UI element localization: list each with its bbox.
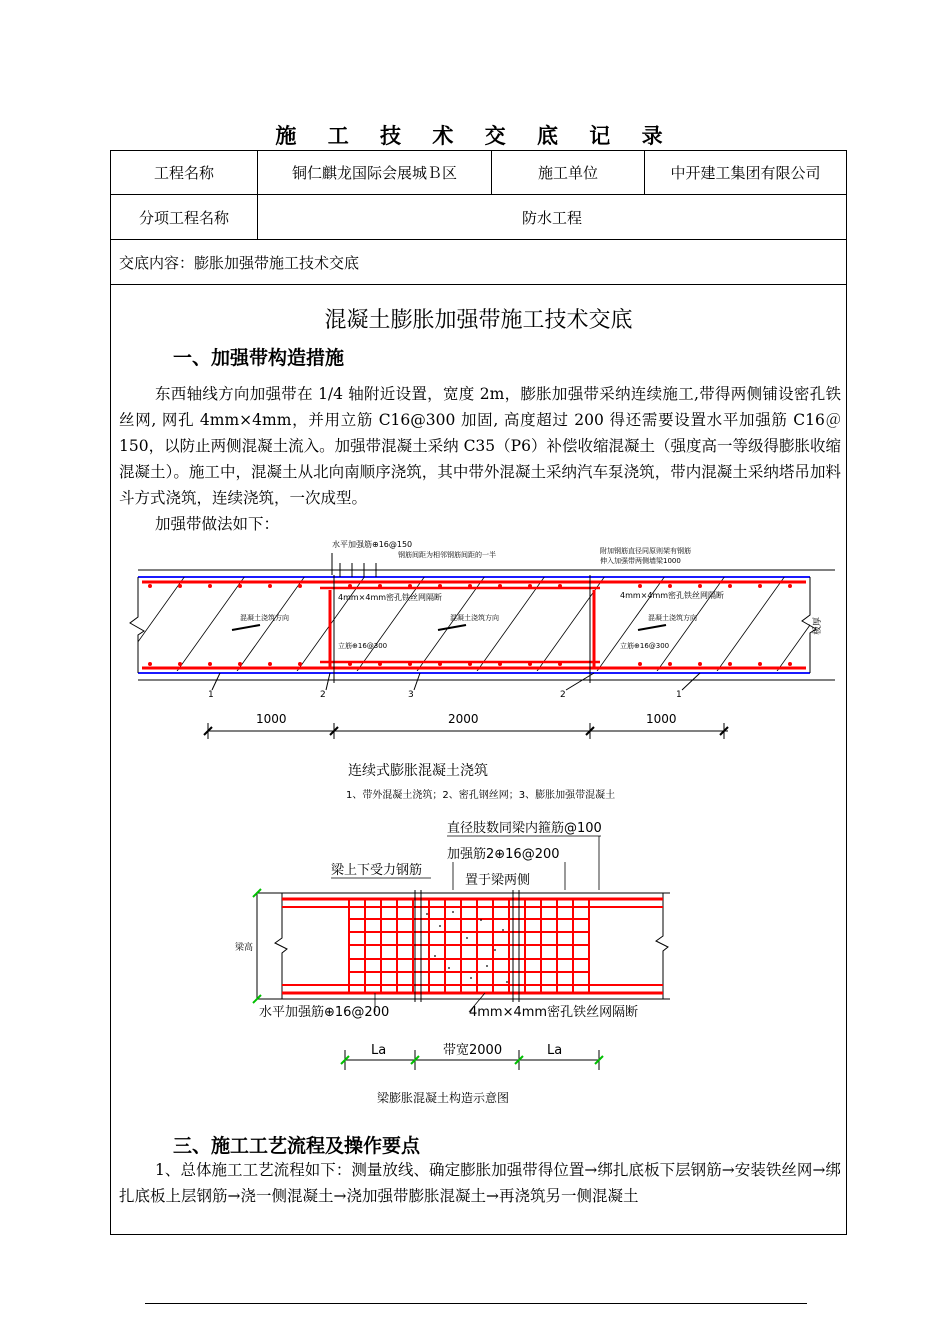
fig1-spacing-note: 钢筋间距为相邻钢筋间距的一半 bbox=[398, 551, 496, 559]
fig2-mesh-label: 4mm×4mm密孔铁丝网隔断 bbox=[469, 1005, 639, 1020]
fig1-num2b: 2 bbox=[560, 690, 566, 700]
section3-paragraph: 1、总体施工工艺流程如下：测量放线、确定膨胀加强带得位置→绑扎底板下层钢筋→安装铁丝网→绑扎底板上层钢筋→浇一侧混凝土→浇加强带膨胀混凝土→再浇筑另一侧混凝土 bbox=[119, 1161, 841, 1205]
fig1-dim-left: 1000 bbox=[256, 712, 287, 726]
fig1-num3: 3 bbox=[408, 690, 414, 700]
fig2-band-width: 带宽2000 bbox=[443, 1043, 503, 1058]
fig1-dir-right: 混凝土浇筑方向 bbox=[648, 614, 697, 622]
fig1-stirrup-right: 立筋⊕16@300 bbox=[620, 642, 670, 650]
fig2-la-right: La bbox=[547, 1043, 563, 1058]
project-value: 铜仁麒龙国际会展城Ｂ区 bbox=[258, 151, 492, 195]
fig1-num1b: 1 bbox=[676, 690, 682, 700]
fig1-extra-note1: 附加钢筋直径同原则架有钢筋 bbox=[600, 547, 691, 555]
fig1-dir-mid: 混凝土浇筑方向 bbox=[450, 614, 499, 622]
unit-label: 施工单位 bbox=[492, 151, 645, 195]
fig1-top-rebar-label: 水平加强筋⊕16@150 bbox=[332, 540, 413, 549]
fig1-caption: 连续式膨胀混凝土浇筑 bbox=[348, 763, 488, 779]
fig1-dim-right: 1000 bbox=[646, 712, 677, 726]
fig2-caption: 梁膨胀混凝土构造示意图 bbox=[377, 1091, 510, 1105]
fig1-extra-note2: 伸入加强带两侧墙梁1000 bbox=[600, 557, 681, 565]
fig1-dim-mid: 2000 bbox=[448, 712, 479, 726]
fig1-stirrup-left: 立筋⊕16@300 bbox=[338, 642, 388, 650]
doc-title: 混凝土膨胀加强带施工技术交底 bbox=[324, 308, 633, 333]
footer-rule bbox=[145, 1303, 807, 1304]
fig1-subcaption: 1、带外混凝土浇筑；2、密孔钢丝网；3、膨胀加强带混凝土 bbox=[346, 790, 616, 801]
unit-value: 中开建工集团有限公司 bbox=[645, 151, 847, 195]
figure-continuous-band bbox=[120, 535, 840, 810]
section1-paragraph: 东西轴线方向加强带在 1/4 轴附近设置，宽度 2m，膨胀加强带采纳连续施工,带得两侧铺设密孔铁丝网, 网孔 4mm×4mm，并用立筋 C16@300 加固, 高度超过 200 得还需要设置水平加强筋 C16＠150，以防止两侧混凝土流入。加强带混凝土采纳 C35（P6）补偿收缩混凝土（强度高一等级得膨胀收缩混凝土）。施工中，混凝土从北向南顺序浇筑，其中带外混凝土采纳汽车泵浇筑，带内混凝土采纳塔吊加料斗方式浇筑，连续浇筑，一次成型。 bbox=[119, 385, 841, 507]
fig2-la-left: La bbox=[371, 1043, 387, 1058]
page-title: 施 工 技 术 交 底 记 录 bbox=[275, 124, 675, 148]
section1-heading: 一、加强带构造措施 bbox=[173, 347, 345, 369]
fig1-slab-label: 板厚 bbox=[813, 616, 823, 635]
content-line: 交底内容：膨胀加强带施工技术交底 bbox=[111, 240, 847, 285]
fig2-stirrup-label: 直径肢数同梁内箍筋@100 bbox=[447, 821, 602, 836]
subproject-label: 分项工程名称 bbox=[111, 195, 258, 240]
section1-lead: 加强带做法如下： bbox=[155, 515, 280, 533]
fig2-hbar-label: 水平加强筋⊕16@200 bbox=[259, 1005, 390, 1020]
section3-heading: 三、施工工艺流程及操作要点 bbox=[173, 1135, 421, 1157]
fig2-addbar-label: 加强筋2⊕16@200 bbox=[447, 847, 560, 862]
fig2-beam-height: 梁高 bbox=[235, 943, 254, 953]
fig1-num1a: 1 bbox=[208, 690, 214, 700]
header-table bbox=[110, 150, 847, 285]
fig1-mesh-right: 4mm×4mm密孔铁丝网隔断 bbox=[620, 591, 725, 600]
subproject-value: 防水工程 bbox=[258, 195, 847, 240]
fig2-beambars-label: 梁上下受力钢筋 bbox=[331, 863, 423, 878]
project-label: 工程名称 bbox=[111, 151, 258, 195]
fig1-dir-left: 混凝土浇筑方向 bbox=[240, 614, 289, 622]
fig1-num2a: 2 bbox=[320, 690, 326, 700]
fig2-bothsides-label: 置于梁两侧 bbox=[465, 873, 531, 888]
figure-beam-band bbox=[225, 810, 685, 1115]
fig1-mesh-left: 4mm×4mm密孔铁丝网隔断 bbox=[338, 593, 443, 602]
